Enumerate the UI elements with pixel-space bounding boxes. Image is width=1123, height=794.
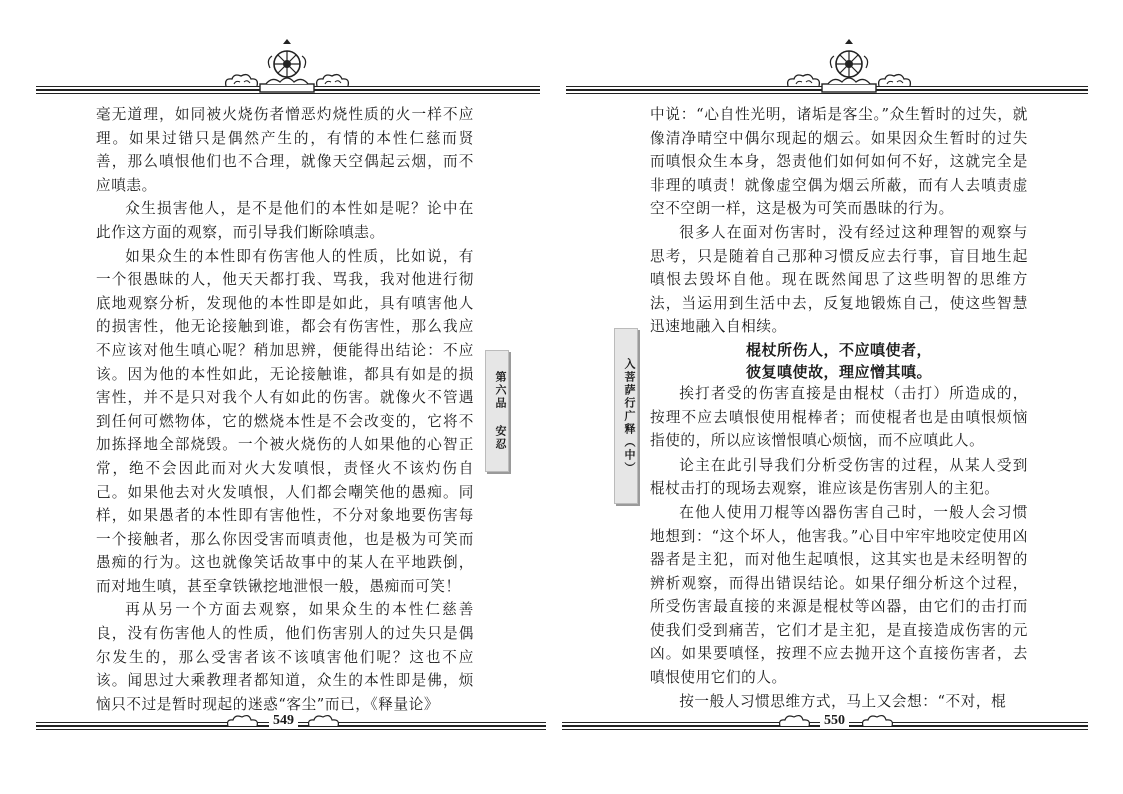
paragraph: 中说：“心自性光明，诸垢是客尘。”众生暂时的过失，就像清净晴空中偶尔现起的烟云。如果因众生暂时的过失而嗔恨众生本身，怨责他们如何如何不好，这就完全是非理的嗔责！就像虚空偶为烟云所蔽，而有人去嗔责虚空不空朗一样，这是极为可笑而愚昧的行为。 [650,106,1028,218]
paragraph: 如果众生的本性即有伤害他人的性质，比如说，有一个很愚昧的人，他天天都打我、骂我，我对他进行彻底地观察分析，发现他的本性即是如此，具有嗔害他人的损害性，他无论接触到谁，都会有伤害性，那么我应不应该对他生嗔心呢？稍加思辨，便能得出结论：不应该。因为他的本性如此，无论接触谁，都具有如是的损害性，并不是只对我个人有如此的伤害。就像火不管遇到任何可燃物体，它的燃烧本性是不会改变的，它将不加拣择地全部烧毁。一个被火烧伤的人如果他的心智正常，绝不会因此而对火大发嗔恨，责怪火不该灼伤自己。如果他去对火发嗔恨，人们都会嘲笑他的愚痴。同样，如果愚者的本性即有害他性，不分对象地要伤害每一个接触者，那么你因受害而嗔责他，也是极为可笑而愚痴的行为。这也就像笑话故事中的某人在平地跌倒，而对地生嗔，甚至拿铁锹挖地泄恨一般，愚痴而可笑！ [96,247,474,595]
paragraph: 再从另一个方面去观察，如果众生的本性仁慈善良，没有伤害他人的性质，他们伤害别人的过失只是偶尔发生的，那么受害者该不该嗔害他们呢？这也不应该。闻思过大乘教理者都知道，众生的本性即是佛，烦恼只不过是暂时现起的迷惑“客尘”而已，《释量论》 [96,601,474,713]
page-number: 550 [820,713,849,729]
paragraph: 按一般人习惯思维方式，马上又会想：“不对，棍 [679,692,1007,710]
page-number: 549 [269,713,298,729]
chapter-side-tab: 第六品 安忍 [485,350,509,472]
cloud-ornament-icon [306,712,342,730]
verse-line: 棍杖所伤人，不应嗔使者， [745,340,932,359]
cloud-ornament-icon [860,712,896,730]
paragraph: 论主在此引导我们分析受伤害的过程，从某人受到棍杖击打的现场去观察，谁应该是伤害别人的主犯。 [650,456,1028,498]
verse-explanation: 挨打者受的伤害直接是由棍杖（击打）所造成的，按理不应去嗔恨使用棍棒者；而使棍者也是由嗔恨烦恼指使的，所以应该憎恨嗔心烦恼，而不应嗔此人。 [650,385,1028,450]
paragraph: 很多人在面对伤害时，没有经过这种理智的观察与思考，只是随着自己那种习惯反应去行事，盲目地生起嗔恨去毁坏自他。现在既然闻思了这些明智的思维方法，当运用到生活中去，反复地锻炼自己，使这些智慧迅速地融入自相续。 [650,223,1028,336]
cloud-ornament-icon [313,70,353,90]
left-page-body [96,103,474,716]
paragraph: 众生损害他人，是不是他们的本性如是呢？论中在此作这方面的观察，而引导我们断除嗔恚。 [96,200,474,241]
cloud-ornament-icon [225,712,261,730]
paragraph: 在他人使用刀棍等凶器伤害自己时，一般人会习惯地想到：“这个坏人，他害我。”心目中牢牢地咬定使用凶器者是主犯，而对他生起嗔恨，这其实也是未经明智的辨析观察，而得出错误结论。如果仔细分析这个过程，所受伤害最直接的来源是棍杖等凶器，由它们的击打而使我们受到痛苦，它们才是主犯，是直接造成伤害的元凶。如果要嗔怪，按理不应去抛开这个直接伤害者，去嗔恨使用它们的人。 [650,503,1028,687]
dharma-wheel-ornament-icon [258,38,316,96]
dharma-wheel-ornament-icon [820,38,878,96]
book-title-side-tab: 入菩萨行广释（中） [614,328,638,504]
right-page [562,0,1123,794]
cloud-ornament-icon [222,70,262,90]
cloud-ornament-icon [784,70,824,90]
left-page [0,0,561,794]
cloud-ornament-icon [875,70,915,90]
verse-line: 彼复嗔使故，理应憎其嗔。 [745,362,932,381]
right-page-body [650,103,1028,713]
verse-heading [650,339,1028,383]
cloud-ornament-icon [777,712,813,730]
paragraph: 毫无道理，如同被火烧伤者憎恶灼烧性质的火一样不应理。如果过错只是偶然产生的，有情的本性仁慈而贤善，那么嗔恨他们也不合理，就像天空偶起云烟，而不应嗔恚。 [96,106,474,194]
